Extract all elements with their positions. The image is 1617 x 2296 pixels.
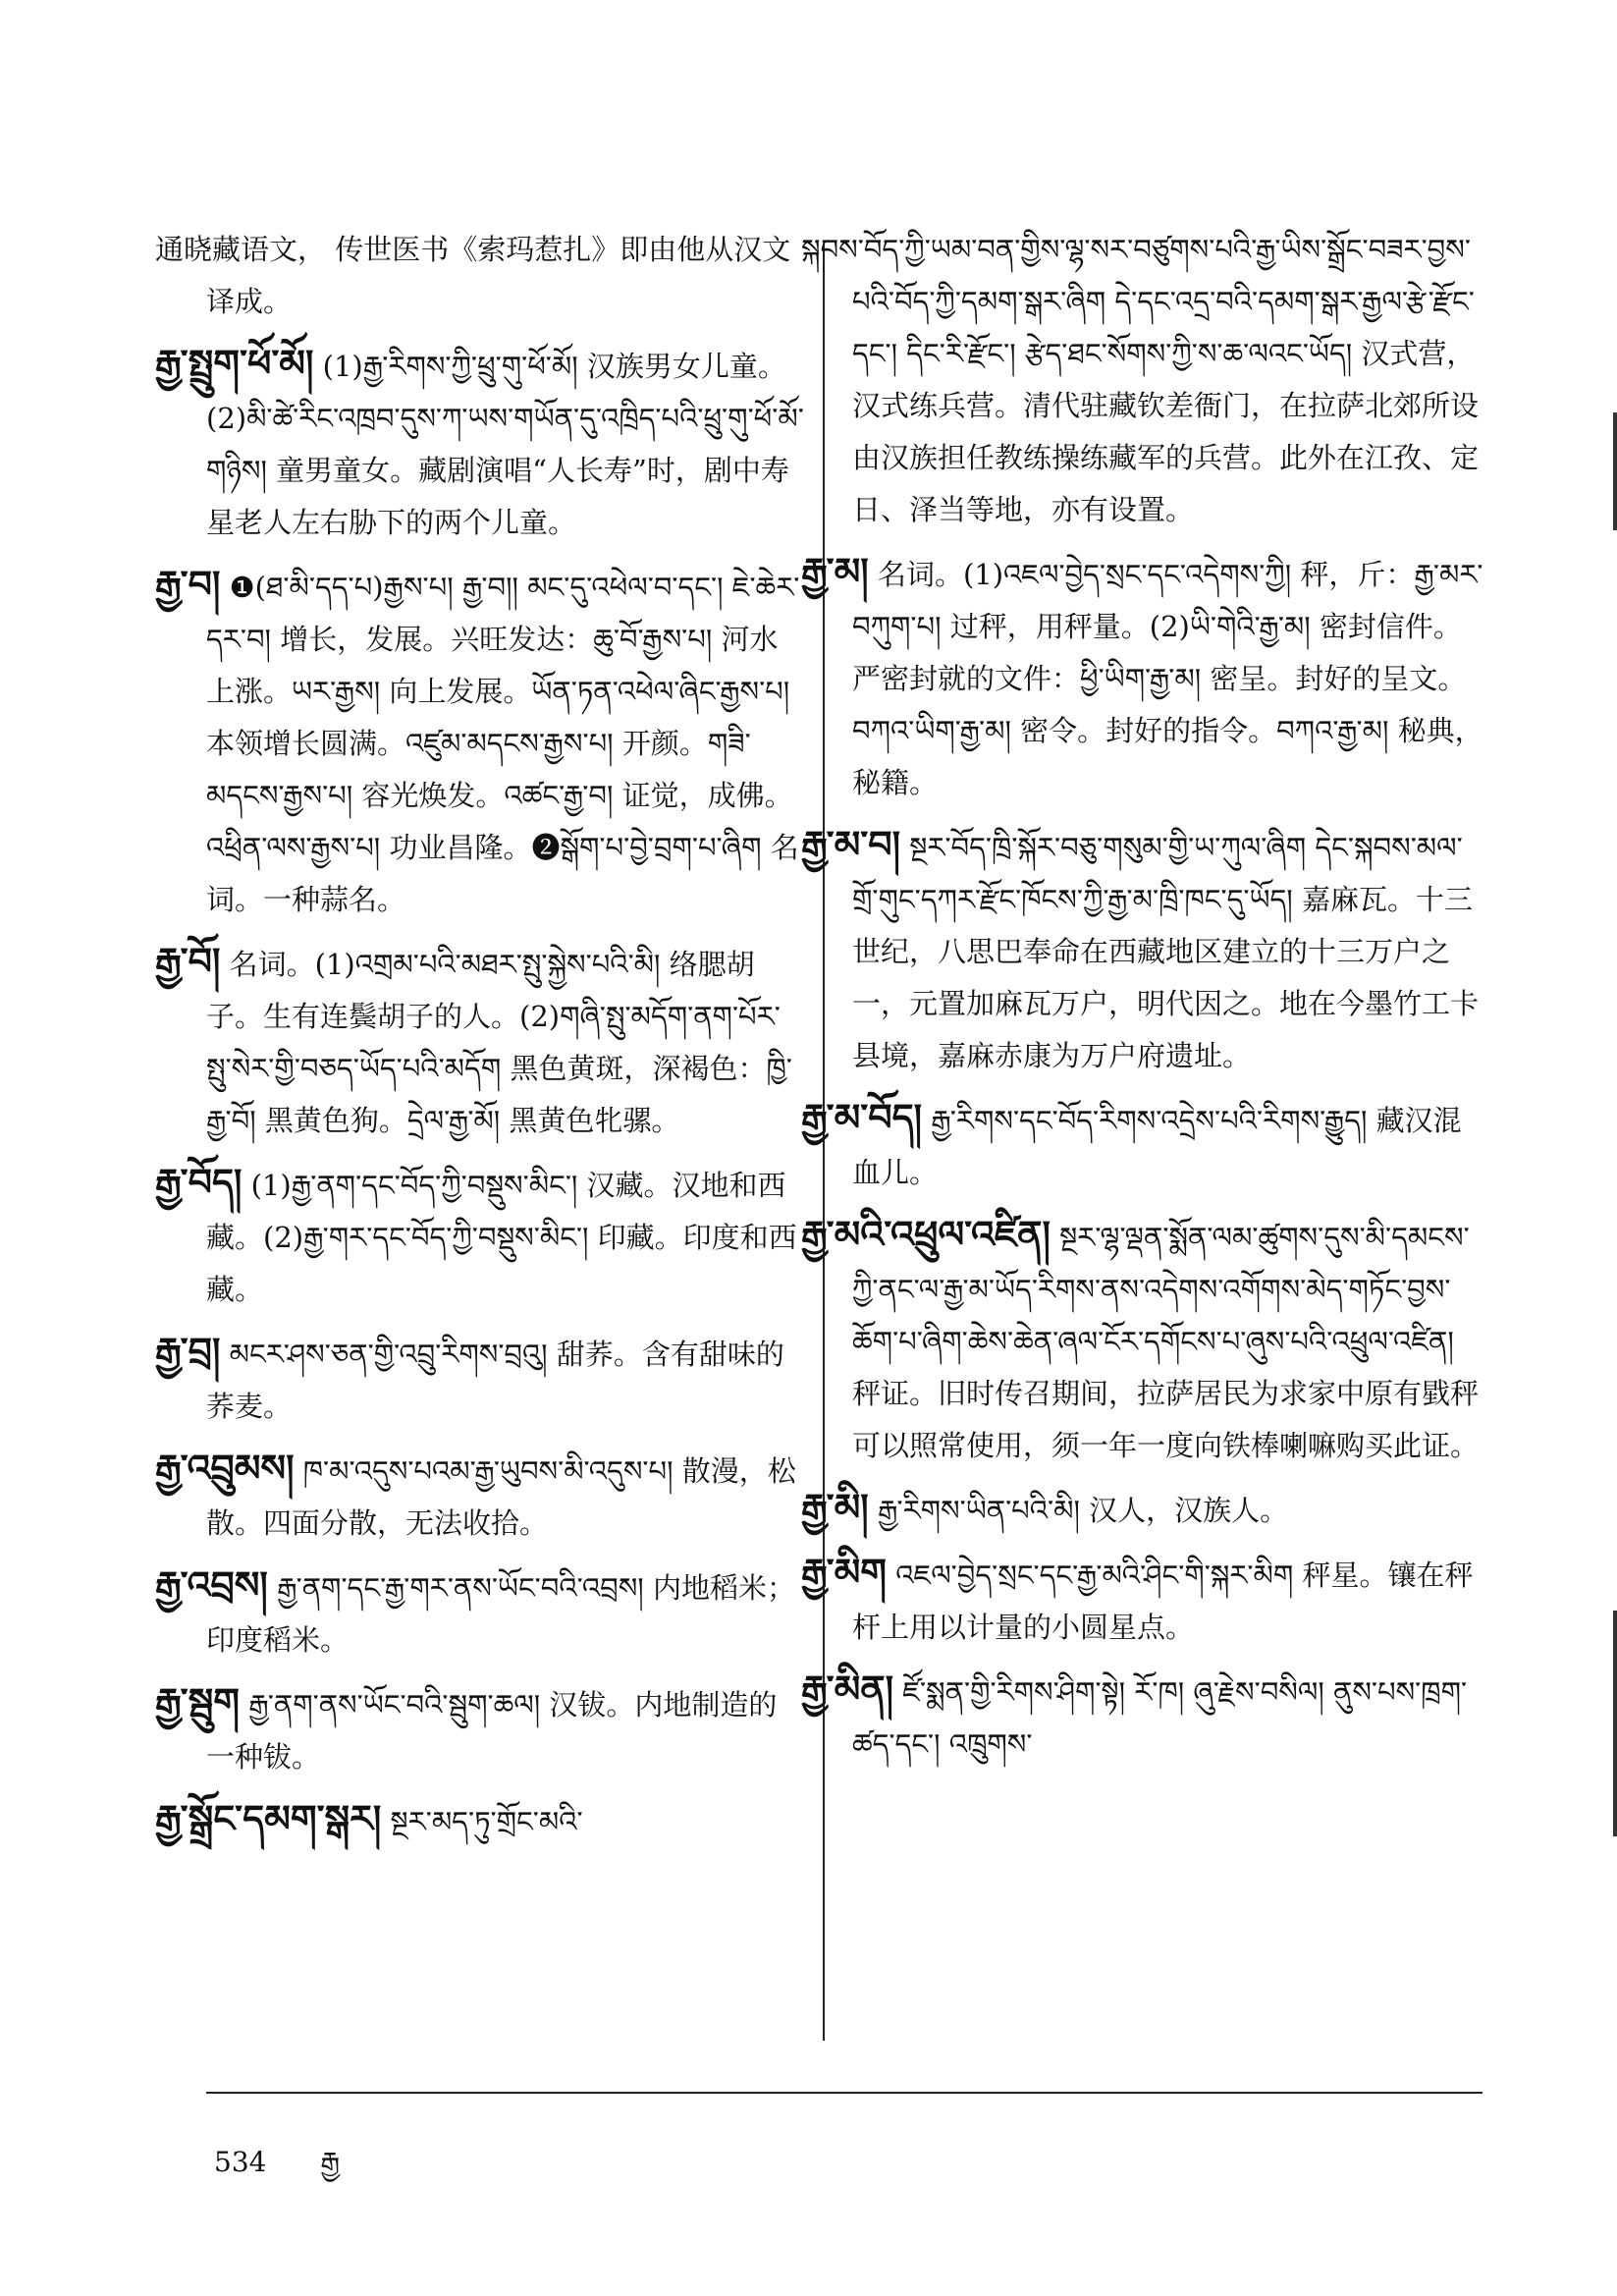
entry-headword: རྒྱ་མ་བོད། xyxy=(801,1096,923,1139)
left-column xyxy=(155,221,805,1858)
entry-text: ཁ་མ་འདུས་པའམ་རྒྱ་ཡུབས་མི་འདུས་པ། 散漫，松散。四面分散，无法收拾。 xyxy=(206,1454,796,1540)
entry-headword: རྒྱ་བོད། xyxy=(155,1161,243,1204)
dictionary-entry xyxy=(801,221,1485,536)
entry-headword: རྒྱ་མིག xyxy=(801,1551,888,1594)
dictionary-entry xyxy=(155,1443,805,1550)
entry-headword: རྒྱ་བ། xyxy=(155,563,221,606)
entry-headword: རྒྱ་མ་བ། xyxy=(801,823,901,866)
entry-text: སྔར་ལྷ་ལྡན་སྨོན་ལམ་ཚུགས་དུས་མི་དམངས་ཀྱི་ནང་ལ་རྒྱ་མ་ཡོད་རིགས་ནས་འདེགས་འགོགས་མེད་གཏོང་བྱས་ཆོག་པ་ཞིག་ཆེས་ཆེན་ཞལ་ངོར་དགོངས་པ་ཞུས་པའི་འཕྲུལ་འཛིན། 秤证。旧时传召期间，拉萨居民为求家中原有戥秤可以照常使用，须一年一度向铁棒喇嘛购买此证。 xyxy=(852,1221,1480,1462)
dictionary-entry xyxy=(155,1326,805,1433)
entry-text: ❶(ཐ་མི་དད་པ)རྒྱས་པ། རྒྱ་བ།། མང་དུ་འཕེལ་བ་དང་། ཇེ་ཆེར་དར་བ། 增长，发展。兴旺发达：ཆུ་བོ་རྒྱས་པ། 河水上涨。ཡར་རྒྱས། 向上发展。ཡོན་ཏན་འཕེལ་ཞིང་རྒྱས་པ། 本领增长圆满。འཛུམ་མདངས་རྒྱས་པ། 开颜。གཟི་མདངས་རྒྱས་པ། 容光焕发。འཚང་རྒྱ་བ། 证觉，成佛。འཕྲིན་ལས་རྒྱས་པ། 功业昌隆。❷སྒོག་པ་བྱེ་བྲག་པ་ཞིག 名词。一种蒜名。 xyxy=(206,571,800,916)
entry-text: མངར་ཤས་ཅན་གྱི་འབྲུ་རིགས་བྲའུ། 甜荞。含有甜味的荞麦。 xyxy=(206,1338,784,1423)
running-head: རྒྱ xyxy=(320,2146,341,2178)
entry-headword: རྒྱ་མི། xyxy=(801,1486,869,1529)
entry-text: རྒྱ་ནག་དང་རྒྱ་གར་ནས་ཡོང་བའི་འབྲས། 内地稻米；印度稻米。 xyxy=(206,1571,795,1657)
dictionary-entry xyxy=(801,1209,1485,1472)
dictionary-entry xyxy=(801,1092,1485,1199)
entry-text: 名词。(1)འཇལ་བྱེད་སྲང་དང་འདེགས་ཀྱི། 秤，斤：རྒྱ་མར་བཀུག་པ། 过秤，用秤量。(2)ཡི་གེའི་རྒྱ་མ། 密封信件。严密封就的文件：ཕྱི་ཡིག་རྒྱ་མ། 密呈。封好的呈文。བཀའ་ཡིག་རྒྱ་མ། 密令。封好的指令。བཀའ་རྒྱ་མ། 秘典，秘籍。 xyxy=(852,558,1483,799)
footer-rule xyxy=(206,2092,1482,2094)
entry-headword: རྒྱ་མིན། xyxy=(801,1667,894,1711)
dictionary-entry xyxy=(155,1676,805,1783)
column-divider xyxy=(823,244,825,2041)
dictionary-entry xyxy=(155,559,805,926)
entry-headword: རྒྱ་མའི་འཕྲུལ་འཛིན། xyxy=(801,1213,1051,1256)
dictionary-entry xyxy=(801,1664,1485,1771)
page-footer xyxy=(214,2131,385,2209)
entry-headword: རྒྱ་སྤྲུག་ཕོ་མོ། xyxy=(155,342,314,385)
entry-headword: རྒྱ་མ། xyxy=(801,550,869,593)
entry-text: སྐབས་བོད་ཀྱི་ཡམ་བན་གྱིས་ལྷ་སར་བཙུགས་པའི་རྒྱ་ཡིས་སྒྲོང་བཟར་བྱས་པའི་བོད་ཀྱི་དམག་སྒར་ཞིག དེ་དང་འདྲ་བའི་དམག་སྒར་རྒྱལ་རྩེ་རྫོང་དང་། དིང་རི་རྫོང་། རྩེད་ཐང་སོགས་ཀྱི་ས་ཆ་ལའང་ཡོད། 汉式营，汉式练兵营。清代驻藏钦差衙门，在拉萨北郊所设由汉族担任教练操练藏军的兵营。此外在江孜、定日、泽当等地，亦有设置。 xyxy=(801,233,1480,526)
dictionary-entry xyxy=(155,221,805,328)
entry-headword: རྒྱ་བྲ། xyxy=(155,1330,221,1373)
entry-text: སྔར་བོད་ཁྲི་སྐོར་བཅུ་གསུམ་གྱི་ཡ་ཀུལ་ཞིག དེང་སྐབས་མལ་གྲོ་གུང་དཀར་རྫོང་ཁོངས་ཀྱི་རྒྱ་མ་ཁྲི་ཁང་དུ་ཡོད། 嘉麻瓦。十三世纪，八思巴奉命在西藏地区建立的十三万户之一，元置加麻瓦万户，明代因之。地在今墨竹工卡县境，嘉麻赤康为万户府遗址。 xyxy=(852,831,1480,1072)
dictionary-entry xyxy=(801,546,1485,809)
dictionary-entry xyxy=(801,1482,1485,1537)
right-column xyxy=(801,221,1485,1780)
dictionary-entry xyxy=(155,1559,805,1667)
entry-text: 名词。(1)འགྲམ་པའི་མཐར་སྤུ་སྐྱེས་པའི་མི། 络腮胡子。生有连鬓胡子的人。(2)གཞི་སྤུ་མདོག་ནག་པོར་སྤུ་སེར་གྱི་བཅད་ཡོད་པའི་མདོག 黑色黄斑，深褐色：ཁྱི་རྒྱ་བོ། 黑黄色狗。དྲེལ་རྒྱ་མོ། 黑黄色牝骡。 xyxy=(206,948,792,1137)
dictionary-entry xyxy=(155,1157,805,1316)
page-number: 534 xyxy=(214,2146,267,2178)
entry-text: རྒྱ་རིགས་ཡིན་པའི་མི། 汉人，汉族人。 xyxy=(877,1494,1289,1527)
entry-text: ཛོ་སྨན་གྱི་རིགས་ཤིག་སྟེ། རོ་ཁ། ཞུ་རྗེས་བསིལ། ནུས་པས་ཁྲག་ཚད་དང་། འཁྲུགས་ xyxy=(852,1675,1468,1761)
entry-text: (1)རྒྱ་ནག་དང་བོད་ཀྱི་བསྡུས་མིང་། 汉藏。汉地和西藏。(2)རྒྱ་གར་དང་བོད་ཀྱི་བསྡུས་མིང་། 印藏。印度和西藏。 xyxy=(206,1169,797,1306)
edge-scan-mark xyxy=(1613,412,1617,530)
entry-headword: རྒྱ་སྦུག xyxy=(155,1680,240,1723)
entry-text: 通晓藏语文， 传世医书《索玛惹扎》即由他从汉文译成。 xyxy=(155,233,791,318)
entry-headword: རྒྱ་སྒྲོང་དམག་སྒར། xyxy=(155,1797,382,1840)
dictionary-entry xyxy=(801,819,1485,1082)
entry-headword: རྒྱ་འབྲས། xyxy=(155,1563,268,1607)
dictionary-entry xyxy=(155,338,805,549)
entry-text: སྔར་མད་ཏུ་གྲོང་མའི་ xyxy=(390,1805,583,1838)
entry-text: རྒྱ་རིགས་དང་བོད་རིགས་འདྲེས་པའི་རིགས་རྒྱུད། 藏汉混血儿。 xyxy=(852,1104,1462,1189)
entry-text: (1)རྒྱ་རིགས་ཀྱི་ཕྲུ་གུ་ཕོ་མོ། 汉族男女儿童。(2)མི་ཚེ་རིང་འཁྲབ་དུས་ཀ་ཡས་གཡོན་དུ་འཁྲིད་པའི་ཕྲུ་གུ་ཕོ་མོ་གཉིས། 童男童女。藏剧演唱“人长寿”时，剧中寿星老人左右胁下的两个儿童。 xyxy=(206,350,804,539)
dictionary-entry xyxy=(155,936,805,1147)
edge-scan-mark xyxy=(1613,1611,1617,1836)
entry-headword: རྒྱ་འབྲུམས། xyxy=(155,1447,295,1490)
dictionary-entry xyxy=(801,1547,1485,1654)
entry-headword: རྒྱ་བོ། xyxy=(155,940,221,983)
entry-text: རྒྱ་ནག་ནས་ཡོང་བའི་སྦུག་ཆལ། 汉钹。内地制造的一种钹。 xyxy=(206,1688,778,1774)
dictionary-entry xyxy=(155,1793,805,1848)
entry-text: འཇལ་བྱེད་སྲང་དང་རྒྱ་མའི་ཤིང་གི་སྐར་མིག 秤星。镶在秤杆上用以计量的小圆星点。 xyxy=(852,1558,1474,1644)
